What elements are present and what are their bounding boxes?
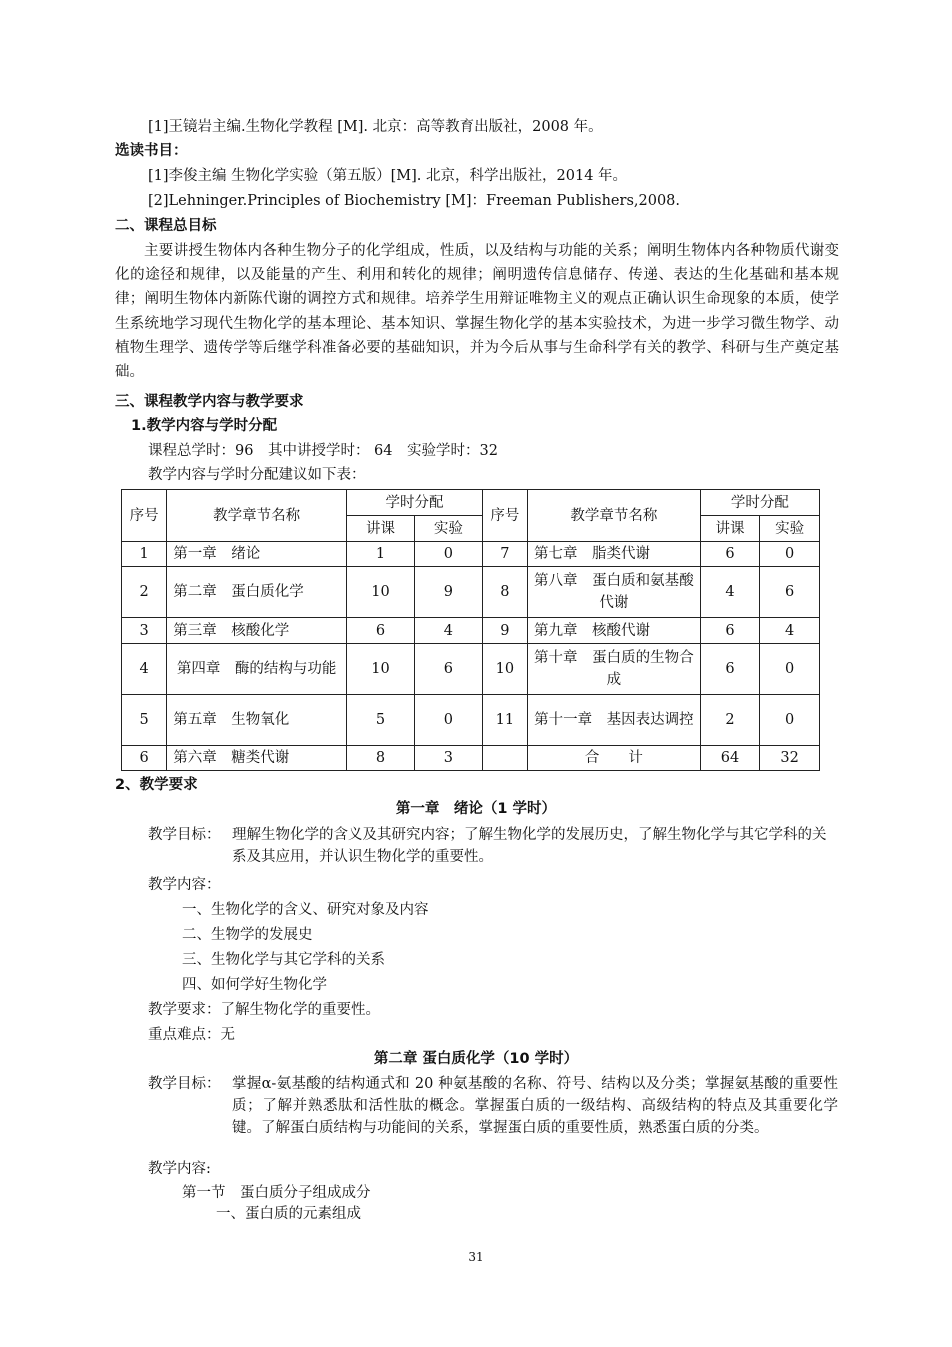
cell-no [482, 746, 527, 771]
cell-lab: 3 [414, 746, 482, 771]
header-no: 序号 [482, 490, 527, 542]
cell-lecture: 6 [700, 644, 760, 695]
cell-chapter: 第九章 核酸代谢 [528, 618, 701, 644]
chapter2-section-title: 第一节 蛋白质分子组成成分 [182, 1185, 371, 1201]
cell-chapter: 第十一章 基因表达调控 [528, 695, 701, 746]
table-row [122, 618, 820, 644]
cell-lab: 0 [414, 695, 482, 746]
cell-no: 3 [122, 618, 167, 644]
cell-lecture: 10 [347, 644, 415, 695]
chapter1-requirement: 教学要求：了解生物化学的重要性。 [148, 1002, 380, 1018]
cell-total-label: 合 计 [528, 746, 701, 771]
reference-textbook: [1]王镜岩主编.生物化学教程 [M]. 北京：高等教育出版社，2008 年。 [148, 119, 603, 135]
page-number: 31 [468, 1250, 484, 1264]
cell-lecture: 5 [347, 695, 415, 746]
cell-lab: 0 [414, 542, 482, 567]
header-lab: 实验 [414, 516, 482, 542]
table-row [122, 644, 820, 695]
cell-no: 8 [482, 567, 527, 618]
chapter1-key-points: 重点难点：无 [148, 1027, 235, 1043]
cell-lab: 0 [760, 644, 820, 695]
cell-no: 9 [482, 618, 527, 644]
table-intro: 教学内容与学时分配建议如下表： [148, 467, 366, 483]
table-header-row [122, 490, 820, 516]
cell-lab: 6 [414, 644, 482, 695]
header-chapter-name: 教学章节名称 [167, 490, 347, 542]
cell-no: 1 [122, 542, 167, 567]
chapter1-content-label: 教学内容： [148, 877, 221, 893]
header-chapter-name: 教学章节名称 [528, 490, 701, 542]
cell-no: 11 [482, 695, 527, 746]
cell-lab: 0 [760, 542, 820, 567]
cell-lab: 9 [414, 567, 482, 618]
cell-chapter: 第十章 蛋白质的生物合成 [528, 644, 701, 695]
table-row [122, 567, 820, 618]
table-row [122, 746, 820, 771]
header-no: 序号 [122, 490, 167, 542]
chapter1-content-item: 一、生物化学的含义、研究对象及内容 [182, 902, 429, 918]
cell-chapter: 第七章 脂类代谢 [528, 542, 701, 567]
cell-lecture: 6 [700, 618, 760, 644]
chapter1-title: 第一章 绪论（1 学时） [395, 801, 557, 817]
subheading-hours: 1.教学内容与学时分配 [131, 418, 278, 434]
cell-lecture: 1 [347, 542, 415, 567]
header-lecture: 讲课 [347, 516, 415, 542]
cell-no: 6 [122, 746, 167, 771]
header-lecture: 讲课 [700, 516, 760, 542]
table-row [122, 695, 820, 746]
cell-lab: 4 [414, 618, 482, 644]
further-reading-heading: 选读书目： [115, 143, 188, 159]
chapter2-goal-text: 掌握α-氨基酸的结构通式和 20 种氨基酸的名称、符号、结构以及分类；掌握氨基酸的重要性质；了解并熟悉肽和活性肽的概念。掌握蛋白质的一级结构、高级结构的特点及其重要化学键。了解蛋白质结构与功能间的关系，掌握蛋白质的重要性质，熟悉蛋白质的分类。 [232, 1076, 838, 1136]
cell-chapter: 第六章 糖类代谢 [167, 746, 347, 771]
cell-lab: 6 [760, 567, 820, 618]
header-hours: 学时分配 [700, 490, 819, 516]
section-heading-content: 三、课程教学内容与教学要求 [115, 394, 304, 410]
cell-chapter: 第八章 蛋白质和氨基酸代谢 [528, 567, 701, 618]
cell-no: 10 [482, 644, 527, 695]
cell-lecture: 4 [700, 567, 760, 618]
chapter1-content-item: 三、生物化学与其它学科的关系 [182, 952, 385, 968]
cell-lecture: 6 [700, 542, 760, 567]
cell-lab: 4 [760, 618, 820, 644]
cell-no: 2 [122, 567, 167, 618]
cell-chapter: 第四章 酶的结构与功能 [167, 644, 347, 695]
hours-allocation-table [121, 489, 820, 771]
section-heading-course-goal: 二、课程总目标 [115, 218, 217, 234]
cell-lab: 32 [760, 746, 820, 771]
cell-chapter: 第三章 核酸化学 [167, 618, 347, 644]
table-row [122, 542, 820, 567]
chapter1-goal-text: 理解生物化学的含义及其研究内容；了解生物化学的发展历史，了解生物化学与其它学科的关系及其应用，并认识生物化学的重要性。 [232, 827, 827, 865]
chapter1-goal-label: 教学目标： [148, 827, 221, 843]
cell-lecture: 10 [347, 567, 415, 618]
cell-lecture: 8 [347, 746, 415, 771]
cell-lecture: 2 [700, 695, 760, 746]
chapter2-goal-label: 教学目标： [148, 1076, 221, 1092]
cell-lab: 0 [760, 695, 820, 746]
cell-no: 4 [122, 644, 167, 695]
header-lab: 实验 [760, 516, 820, 542]
header-hours: 学时分配 [347, 490, 483, 516]
cell-chapter: 第二章 蛋白质化学 [167, 567, 347, 618]
cell-chapter: 第一章 绪论 [167, 542, 347, 567]
course-goal-paragraph: 主要讲授生物体内各种生物分子的化学组成，性质，以及结构与功能的关系；阐明生物体内各种物质代谢变化的途径和规律，以及能量的产生、利用和转化的规律；阐明遗传信息储存、传递、表达的生化基础和基本规律；阐明生物体内新陈代谢的调控方式和规律。培养学生用辩证唯物主义的观点正确认识生命现象的本质，使学生系统地学习现代生物化学的基本理论、基本知识、掌握生物化学的基本实验技术，为进一步学习微生物学、动植物生理学、遗传学等后继学科准备必要的基础知识，并为今后从事与生命科学有关的教学、科研与生产奠定基础。 [115, 243, 839, 381]
chapter2-content-item: 一、蛋白质的元素组成 [216, 1206, 361, 1222]
chapter2-content-label: 教学内容: [148, 1161, 211, 1177]
cell-no: 5 [122, 695, 167, 746]
cell-chapter: 第五章 生物氧化 [167, 695, 347, 746]
cell-lecture: 64 [700, 746, 760, 771]
chapter1-content-item: 四、如何学好生物化学 [182, 977, 327, 993]
further-reading-item: [2]Lehninger.Principles of Biochemistry [M]：Freeman Publishers,2008. [148, 193, 681, 209]
cell-no: 7 [482, 542, 527, 567]
chapter2-title: 第二章 蛋白质化学（10 学时） [373, 1051, 579, 1067]
chapter1-content-item: 二、生物学的发展史 [182, 927, 313, 943]
further-reading-item: [1]李俊主编 生物化学实验（第五版）[M]. 北京，科学出版社，2014 年。 [148, 168, 628, 184]
subheading-requirements: 2、教学要求 [115, 777, 198, 793]
cell-lecture: 6 [347, 618, 415, 644]
hours-summary: 课程总学时：96 其中讲授学时： 64 实验学时：32 [148, 443, 498, 459]
